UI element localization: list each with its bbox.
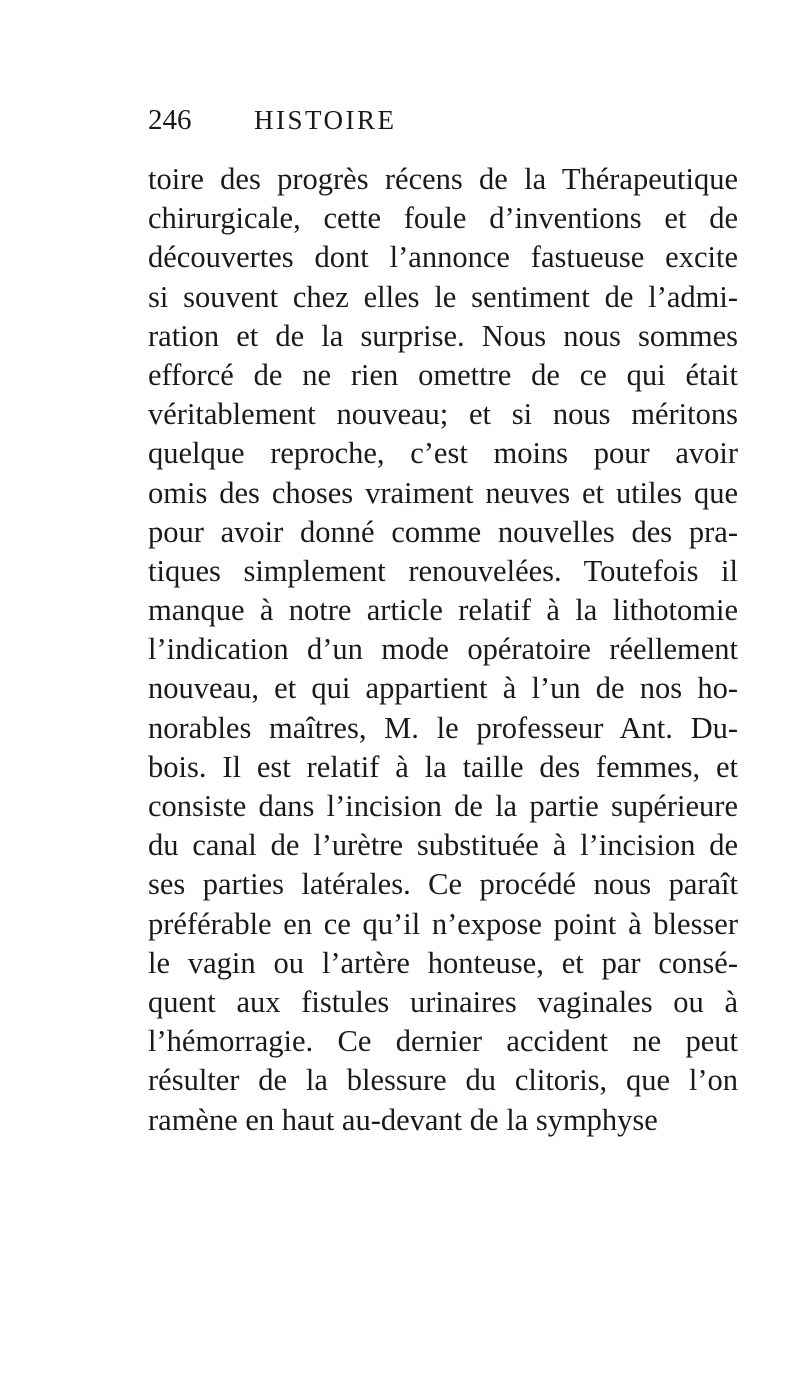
page-number: 246	[148, 104, 192, 136]
text-line: si souvent chez elles le sentiment de l’admi-	[148, 279, 738, 314]
text-line: du canal de l’urètre substituée à l’incision de	[148, 828, 738, 863]
text-line: résulter de la blessure du clitoris, que l’on	[148, 1063, 738, 1098]
text-line: quelque reproche, c’est moins pour avoir	[148, 436, 738, 471]
page-header	[148, 104, 748, 144]
text-line: bois. Il est relatif à la taille des femmes, et	[148, 749, 738, 784]
text-line: ses parties latérales. Ce procédé nous paraît	[148, 867, 738, 902]
text-line: efforcé de ne rien omettre de ce qui était	[148, 357, 738, 392]
text-line: l’indication d’un mode opératoire réellement	[148, 632, 738, 667]
text-line: quent aux fistules urinaires vaginales ou à	[148, 984, 738, 1019]
text-line: toire des progrès récens de la Thérapeutique	[148, 162, 738, 196]
text-line: pour avoir donné comme nouvelles des pra-	[148, 514, 738, 549]
text-line: manque à notre article relatif à la lithotomie	[148, 593, 738, 628]
text-line: ration et de la surprise. Nous nous sommes	[148, 318, 738, 353]
text-line: préférable en ce qu’il n’expose point à blesser	[148, 906, 738, 941]
text-line: ramène en haut au-devant de la symphyse	[148, 1102, 658, 1137]
text-line: découvertes dont l’annonce fastueuse excite	[148, 240, 738, 275]
text-line: véritablement nouveau; et si nous méritons	[148, 397, 738, 432]
text-line: chirurgicale, cette foule d’inventions et de	[148, 201, 738, 236]
text-line: omis des choses vraiment neuves et utiles que	[148, 475, 738, 510]
text-line: l’hémorragie. Ce dernier accident ne peut	[148, 1024, 738, 1059]
text-line: tiques simplement renouvelées. Toutefois il	[148, 553, 738, 588]
running-head: HISTOIRE	[254, 105, 397, 135]
text-line: consiste dans l’incision de la partie supérieure	[148, 789, 738, 823]
text-line: le vagin ou l’artère honteuse, et par consé-	[148, 945, 738, 980]
body-text	[148, 160, 738, 1140]
text-line: nouveau, et qui appartient à l’un de nos ho-	[148, 671, 738, 706]
text-line: norables maîtres, M. le professeur Ant. Du-	[148, 710, 738, 745]
